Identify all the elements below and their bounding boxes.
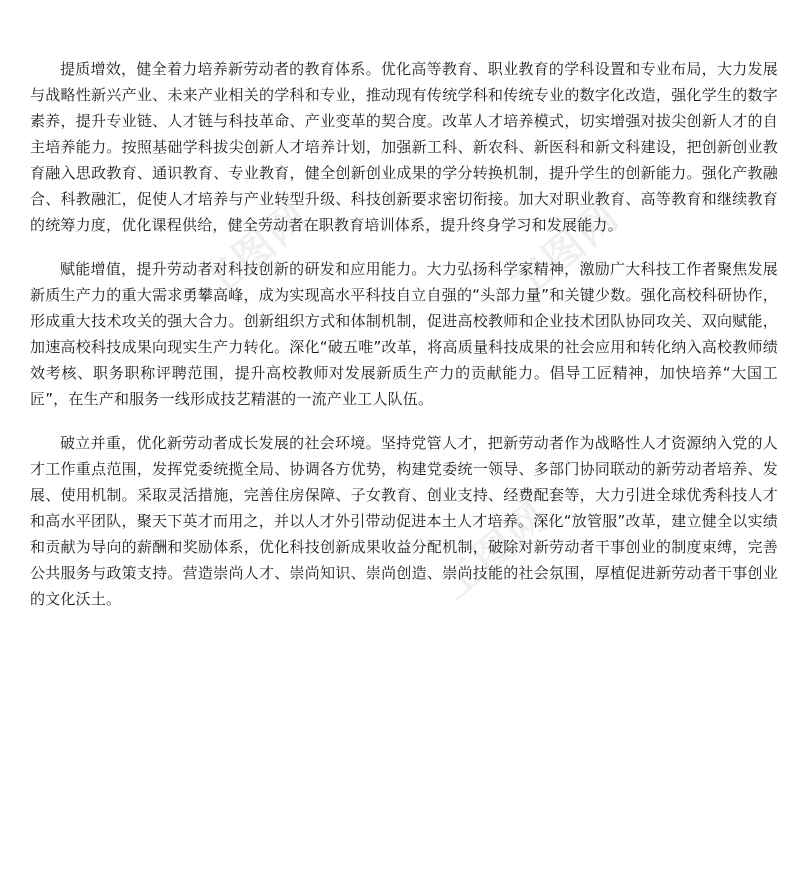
watermark: 工图网 [502,193,629,310]
paragraph-3: 破立并重，优化新劳动者成长发展的社会环境。坚持党管人才，把新劳动者作为战略性人才资源纳入党的人才工作重点范围，发挥党委统揽全局、协调各方优势，构建党委统一领导、多部门协同联动的新劳动者培养、发展、使用机制。采取灵活措施，完善住房保障、子女教育、创业支持、经费配套等，大力引进全球优秀科技人才和高水平团队，聚天下英才而用之，并以人才外引带动促进本土人才培养。深化“放管服”改革，建立健全以实绩和贡献为导向的薪酬和奖励体系，优化科技创新成果收益分配机制，破除对新劳动者干事创业的制度束缚，完善公共服务与政策支持。营造崇尚人才、崇尚知识、崇尚创造、崇尚技能的社会氛围，厚植促进新劳动者干事创业的文化沃土。 [30,434,778,608]
watermark: 工图网 [432,493,559,610]
paragraph-2: 赋能增值，提升劳动者对科技创新的研发和应用能力。大力弘扬科学家精神，激励广大科技工作者聚焦发展新质生产力的重大需求勇攀高峰，成为实现高水平科技自立自强的“头部力量”和关键少数。强化高校科研协作，形成重大技术攻关的强大合力。创新组织方式和体制机制，促进高校教师和企业技术团队协同攻关、双向赋能，加速高校科技成果向现实生产力转化。深化“破五唯”改革，将高质量科技成果的社会应用和转化纳入高校教师绩效考核、职务职称评聘范围，提升高校教师对发展新质生产力的贡献能力。倡导工匠精神，加快培养“大国工匠”，在生产和服务一线形成技艺精湛的一流产业工人队伍。 [30,260,778,408]
paragraph-1: 提质增效，健全着力培养新劳动者的教育体系。优化高等教育、职业教育的学科设置和专业布局，大力发展与战略性新兴产业、未来产业相关的学科和专业，推动现有传统学科和传统专业的数字化改造，强化学生的数字素养，提升专业链、人才链与科技革命、产业变革的契合度。改革人才培养模式，切实增强对拔尖创新人才的自主培养能力。按照基础学科拔尖创新人才培养计划，加强新工科、新农科、新医科和新文科建设，把创新创业教育融入思政教育、通识教育、专业教育，健全创新创业成果的学分转换机制，提升学生的创新能力。强化产教融合、科教融汇，促使人才培养与产业转型升级、科技创新要求密切衔接。加大对职业教育、高等教育和继续教育的统筹力度，优化课程供给，健全劳动者在职教育培训体系，提升终身学习和发展能力。 [30,60,778,234]
watermark: 工图网 [192,193,319,310]
article-body [30,56,778,630]
